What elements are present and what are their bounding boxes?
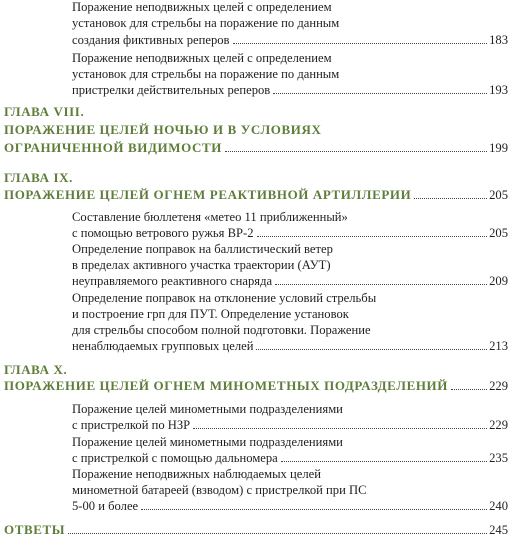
toc-entry-line: Поражение неподвижных целей с определением — [72, 0, 332, 14]
dot-leader — [275, 284, 487, 285]
chapter-label: ГЛАВА IX. — [4, 170, 73, 185]
toc-entry-line: для стрельбы способом полной подготовки. Поражение — [72, 323, 371, 337]
page-number: 245 — [489, 523, 508, 537]
toc-entry-title: пристрелки действительных реперов — [72, 83, 271, 97]
dot-leader — [256, 349, 487, 350]
page-number: 240 — [489, 499, 508, 513]
chapter-title: ПОРАЖЕНИЕ ЦЕЛЕЙ ОГНЕМ РЕАКТИВНОЙ АРТИЛЛЕРИИ — [4, 187, 412, 202]
toc-entry-title: с пристрелкой по НЗР — [72, 418, 191, 432]
toc-entry-183 — [72, 33, 508, 48]
toc-entry-line: Определение поправок на баллистический ветер — [72, 242, 333, 256]
dot-leader — [233, 43, 488, 44]
page-number: 205 — [489, 226, 508, 240]
chapter-9-title-line — [4, 187, 508, 203]
dot-leader — [141, 509, 487, 510]
toc-entry-title: неуправляемого реактивного снаряда — [72, 274, 273, 288]
toc-entry-line: Поражение неподвижных целей с определением — [72, 51, 332, 65]
toc-entry-line: установок для стрельбы на поражение по данным — [72, 67, 340, 81]
dot-leader — [414, 198, 487, 199]
chapter-title: ОГРАНИЧЕННОЙ ВИДИМОСТИ — [4, 140, 222, 155]
dot-leader — [273, 93, 487, 94]
page-number: 193 — [489, 83, 508, 97]
toc-entry-line: и построение грп для ПУТ. Определение установок — [72, 307, 349, 321]
chapter-label: ГЛАВА VIII. — [4, 104, 85, 119]
toc-entry-240 — [72, 499, 508, 514]
page-number: 205 — [489, 188, 508, 202]
toc-entry-line: Определение поправок на отклонение условий стрельбы — [72, 291, 377, 305]
toc-entry-line: в пределах активного участка траектории (АУТ) — [72, 258, 331, 272]
toc-entry-line: Поражение целей минометными подразделениями — [72, 435, 343, 449]
toc-entry-line: Поражение неподвижных наблюдаемых целей — [72, 467, 321, 481]
toc-entry-235 — [72, 451, 508, 466]
page-number: 209 — [489, 274, 508, 288]
toc-entry-205 — [72, 226, 508, 241]
toc-entry-line: Составление бюллетеня «метео 11 приближенный» — [72, 210, 348, 224]
page-number: 183 — [489, 33, 508, 47]
chapter-label: ГЛАВА X. — [4, 362, 68, 377]
dot-leader — [281, 461, 487, 462]
dot-leader — [193, 428, 487, 429]
page-number: 213 — [489, 339, 508, 353]
toc-entry-line: минометной батареей (взводом) с пристрелкой при ПС — [72, 483, 367, 497]
dot-leader — [451, 389, 487, 390]
chapter-8-title-line — [4, 140, 508, 156]
dot-leader — [257, 236, 488, 237]
toc-entry-title: 5-00 и более — [72, 499, 139, 513]
chapter-10-title-line — [4, 378, 508, 394]
page-number: 229 — [489, 379, 508, 393]
toc-entry-line: установок для стрельбы на поражение по данным — [72, 16, 340, 30]
dot-leader — [68, 533, 487, 534]
toc-entry-title: ненаблюдаемых групповых целей — [72, 339, 254, 353]
toc-entry-193 — [72, 83, 508, 98]
toc-entry-title: создания фиктивных реперов — [72, 33, 230, 47]
page-number: 235 — [489, 451, 508, 465]
toc-entry-209 — [72, 274, 508, 289]
page-number: 229 — [489, 418, 508, 432]
toc-entry-title: с пристрелкой с помощью дальномера — [72, 451, 278, 465]
answers-line — [4, 522, 508, 538]
toc-entry-title: с помощью ветрового ружья ВР-2 — [72, 226, 254, 240]
answers-title: ОТВЕТЫ — [4, 522, 66, 537]
toc-entry-213 — [72, 339, 508, 354]
dot-leader — [225, 151, 487, 152]
toc-entry-229 — [72, 418, 508, 433]
page-number: 199 — [489, 141, 508, 155]
chapter-title: ПОРАЖЕНИЕ ЦЕЛЕЙ НОЧЬЮ И В УСЛОВИЯХ — [4, 122, 322, 137]
toc-entry-line: Поражение целей минометными подразделениями — [72, 402, 343, 416]
chapter-title: ПОРАЖЕНИЕ ЦЕЛЕЙ ОГНЕМ МИНОМЕТНЫХ ПОДРАЗДЕЛЕНИЙ — [4, 378, 448, 393]
